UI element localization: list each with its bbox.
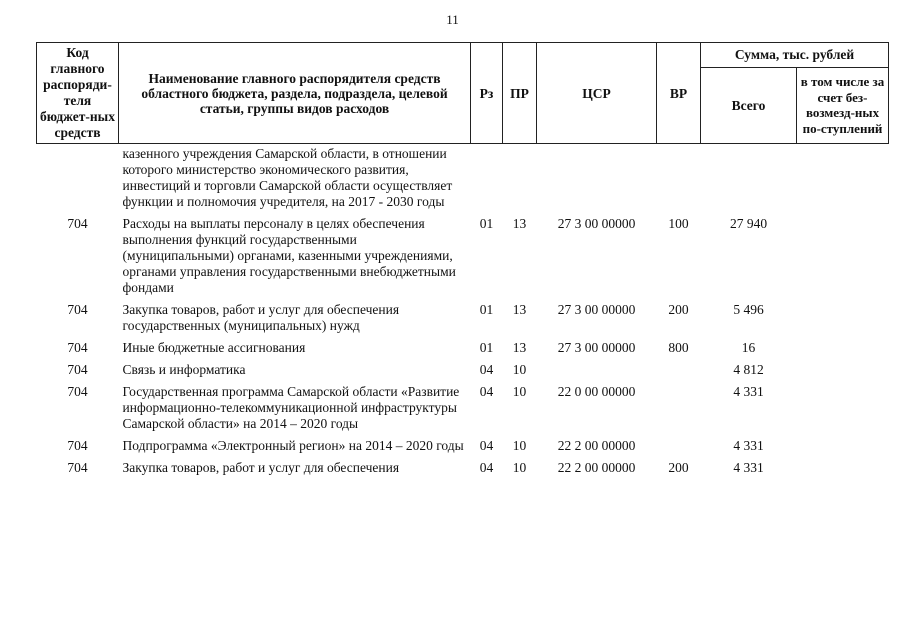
cell-vr: 100 <box>668 216 689 231</box>
cell-code <box>37 144 119 217</box>
table-row <box>37 362 889 384</box>
cell-rz: 04 <box>479 460 494 475</box>
header-code: Код главного распоряди-теля бюджет-ных средств <box>37 43 119 144</box>
header-name: Наименование главного распорядителя средств областного бюджета, раздела, подраздела, целевой статьи, группы видов расходов <box>119 43 471 144</box>
cell-free <box>797 216 889 302</box>
cell-code: 704 <box>67 216 88 231</box>
cell-total: 16 <box>741 340 756 355</box>
cell-name: Расходы на выплаты персоналу в целях обеспечения выполнения функций государственными (муниципальными) органами, казенными учреждениями, органами управления государственными внебюджетными фондами <box>122 216 456 295</box>
header-sum: Сумма, тыс. рублей <box>701 43 889 68</box>
cell-csr <box>537 362 657 384</box>
cell-free <box>797 144 889 217</box>
cell-code: 704 <box>67 460 88 475</box>
cell-pr: 13 <box>512 302 527 317</box>
table-row <box>37 216 889 302</box>
cell-code: 704 <box>67 362 88 377</box>
cell-vr: 200 <box>668 460 689 475</box>
cell-vr: 800 <box>668 340 689 355</box>
cell-rz: 01 <box>479 302 494 317</box>
cell-total: 4 331 <box>733 384 764 399</box>
cell-name: Подпрограмма «Электронный регион» на 2014 – 2020 годы <box>122 438 464 453</box>
cell-name: Закупка товаров, работ и услуг для обеспечения <box>122 460 400 475</box>
cell-name: казенного учреждения Самарской области, в отношении которого министерство экономического развития, инвестиций и торговли Самарской области осуществляет функции и полномочия учредителя, на 2017 - 2030 годы <box>122 146 453 209</box>
cell-code: 704 <box>67 438 88 453</box>
header-vr: ВР <box>657 43 701 144</box>
cell-pr: 10 <box>512 362 527 377</box>
cell-code: 704 <box>67 340 88 355</box>
cell-free <box>797 362 889 384</box>
cell-free <box>797 302 889 340</box>
header-free: в том числе за счет без-возмезд-ных по-ступлений <box>797 67 889 143</box>
cell-name: Государственная программа Самарской области «Развитие информационно-телекоммуникационной инфраструктуры Самарской области» на 2014 – 2020 годы <box>122 384 460 431</box>
cell-vr <box>657 438 701 460</box>
cell-csr: 22 2 00 00000 <box>557 438 636 453</box>
table-row <box>37 302 889 340</box>
cell-pr <box>503 144 537 217</box>
cell-rz: 04 <box>479 438 494 453</box>
cell-pr: 13 <box>512 216 527 231</box>
table-row <box>37 460 889 482</box>
cell-name: Связь и информатика <box>122 362 246 377</box>
cell-vr: 200 <box>668 302 689 317</box>
table-row <box>37 144 889 217</box>
cell-csr: 27 3 00 00000 <box>557 340 636 355</box>
table-row <box>37 438 889 460</box>
header-total: Всего <box>701 67 797 143</box>
table-header <box>37 43 889 144</box>
cell-code: 704 <box>67 302 88 317</box>
cell-rz: 01 <box>479 340 494 355</box>
cell-code: 704 <box>67 384 88 399</box>
cell-name: Закупка товаров, работ и услуг для обеспечения государственных (муниципальных) нужд <box>122 302 400 333</box>
cell-total: 27 940 <box>729 216 768 231</box>
cell-vr <box>657 144 701 217</box>
cell-pr: 13 <box>512 340 527 355</box>
cell-name: Иные бюджетные ассигнования <box>122 340 306 355</box>
header-pr: ПР <box>503 43 537 144</box>
header-rz: Рз <box>471 43 503 144</box>
cell-free <box>797 340 889 362</box>
page-number: 11 <box>446 12 459 27</box>
cell-pr: 10 <box>512 438 527 453</box>
cell-pr: 10 <box>512 384 527 399</box>
cell-csr: 22 2 00 00000 <box>557 460 636 475</box>
table-row <box>37 340 889 362</box>
cell-rz: 04 <box>479 384 494 399</box>
cell-csr: 27 3 00 00000 <box>557 302 636 317</box>
table-row <box>37 384 889 438</box>
cell-rz: 01 <box>479 216 494 231</box>
cell-total: 4 331 <box>733 438 764 453</box>
cell-total <box>701 144 797 217</box>
cell-free <box>797 438 889 460</box>
header-csr: ЦСР <box>537 43 657 144</box>
table-body <box>37 144 889 483</box>
cell-vr <box>657 362 701 384</box>
cell-rz <box>471 144 503 217</box>
cell-total: 4 331 <box>733 460 764 475</box>
budget-table <box>36 42 889 482</box>
cell-free <box>797 460 889 482</box>
cell-rz: 04 <box>479 362 494 377</box>
cell-total: 5 496 <box>733 302 764 317</box>
cell-csr <box>537 144 657 217</box>
cell-total: 4 812 <box>733 362 764 377</box>
cell-pr: 10 <box>512 460 527 475</box>
cell-csr: 22 0 00 00000 <box>557 384 636 399</box>
cell-vr <box>657 384 701 438</box>
cell-csr: 27 3 00 00000 <box>557 216 636 231</box>
cell-free <box>797 384 889 438</box>
